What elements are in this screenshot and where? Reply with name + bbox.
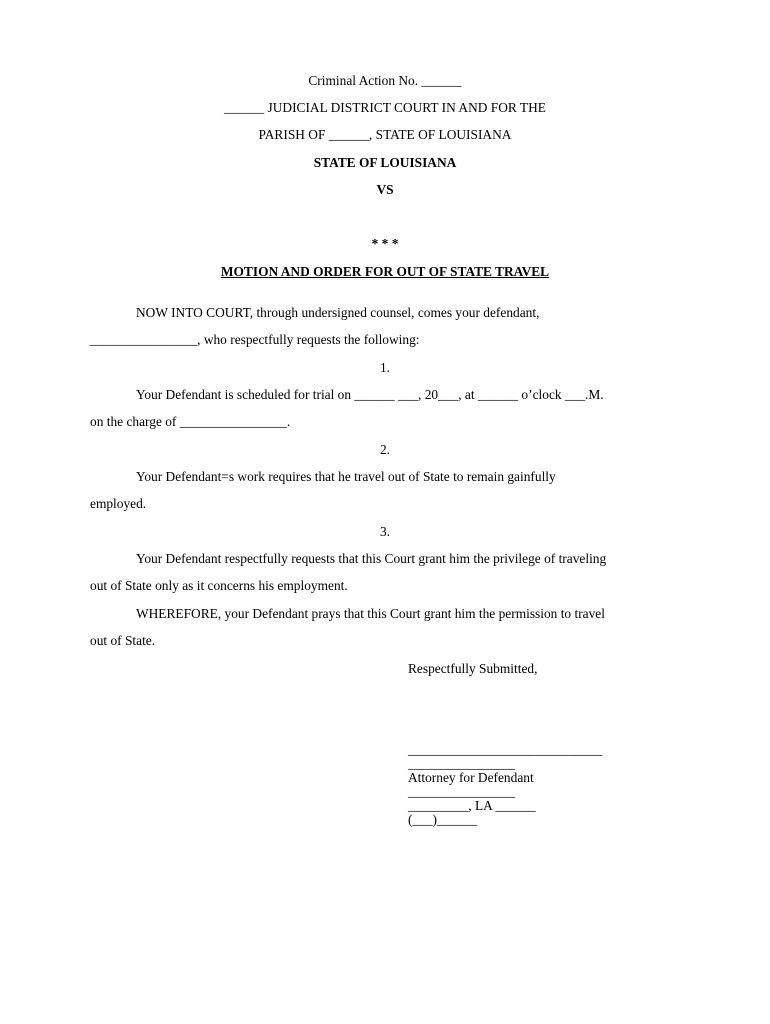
plaintiff-name: STATE OF LOUISIANA: [313, 155, 457, 170]
item-1-line-1: Your Defendant is scheduled for trial on ______ ___, 20___, at ______ o’clock ___.M.: [136, 387, 604, 402]
item-1-line-2: on the charge of ________________.: [90, 414, 291, 429]
section-stars: * * *: [371, 236, 399, 251]
item-1-number: 1.: [379, 360, 391, 375]
versus-label: VS: [376, 182, 394, 197]
criminal-action-number: Criminal Action No. ______: [308, 73, 462, 88]
wherefore-line-1: WHEREFORE, your Defendant prays that this Court grant him the permission to travel: [136, 606, 605, 621]
phone-number: (___)______: [408, 812, 478, 827]
signature-line: _____________________________: [408, 742, 603, 757]
attorney-name-blank: ________________: [408, 756, 516, 771]
closing-text: Respectfully Submitted,: [408, 661, 538, 676]
court-name: ______ JUDICIAL DISTRICT COURT IN AND FOR THE: [224, 100, 546, 115]
item-2-line-1: Your Defendant=s work requires that he travel out of State to remain gainfully: [136, 469, 556, 484]
attorney-role: Attorney for Defendant: [408, 770, 534, 785]
intro-paragraph-line-1: NOW INTO COURT, through undersigned counsel, comes your defendant,: [136, 305, 540, 320]
intro-paragraph-line-2: ________________, who respectfully requests the following:: [90, 332, 420, 347]
address-blank: ________________: [408, 784, 516, 799]
item-3-line-1: Your Defendant respectfully requests that this Court grant him the privilege of traveling: [136, 551, 607, 566]
wherefore-line-2: out of State.: [90, 633, 156, 648]
city-state-zip: _________, LA ______: [408, 798, 536, 813]
item-3-line-2: out of State only as it concerns his employment.: [90, 578, 348, 593]
parish-state: PARISH OF ______, STATE OF LOUISIANA: [258, 127, 512, 142]
document-title: MOTION AND ORDER FOR OUT OF STATE TRAVEL: [220, 264, 550, 279]
item-3-number: 3.: [379, 524, 391, 539]
item-2-number: 2.: [379, 442, 391, 457]
item-2-line-2: employed.: [90, 496, 147, 511]
